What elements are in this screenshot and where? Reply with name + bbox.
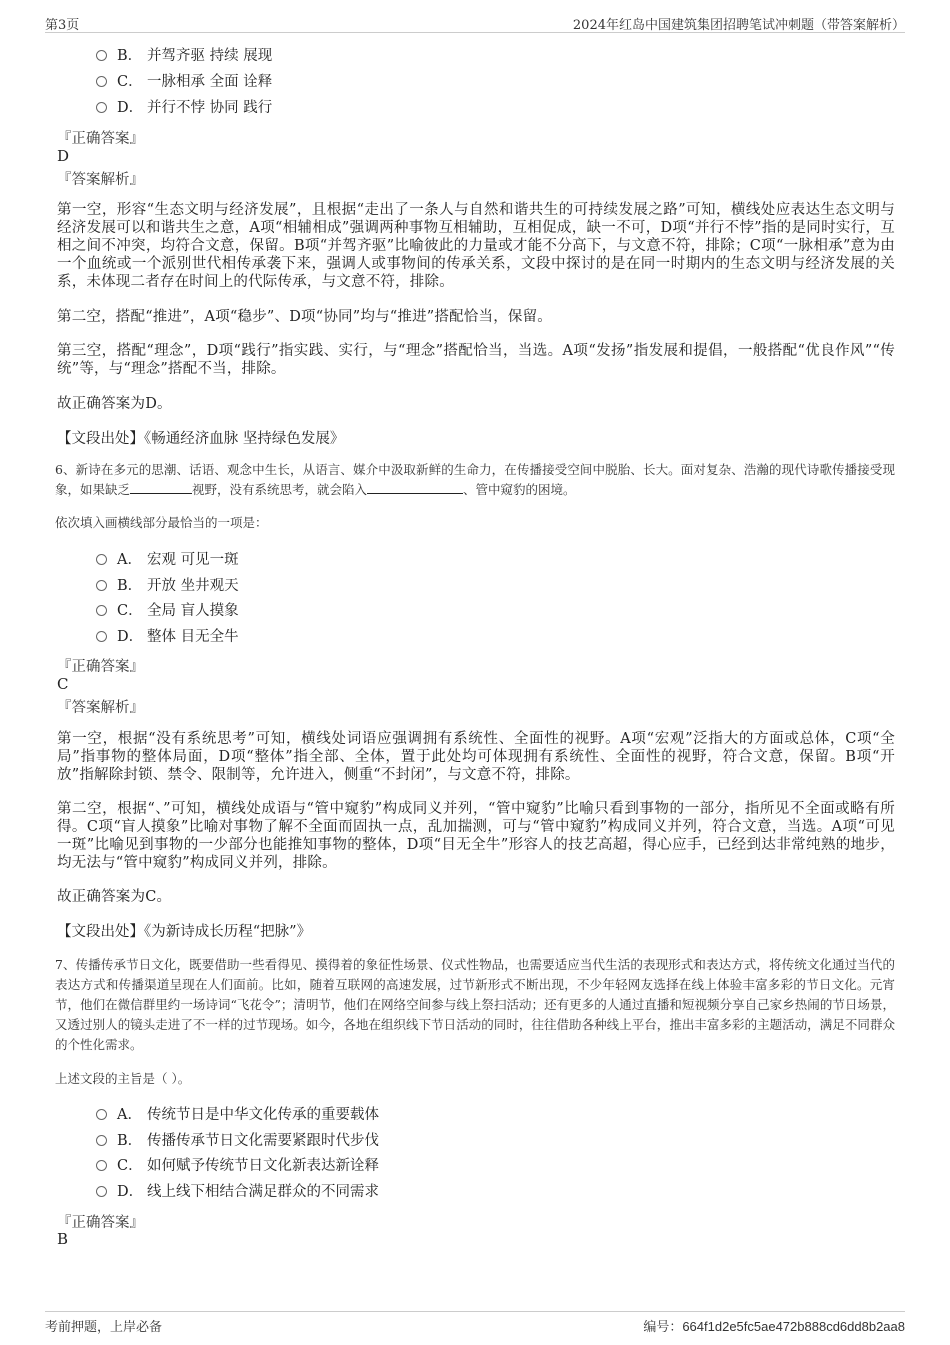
page-number: 第3页 xyxy=(45,18,80,33)
q7-question-text: 7、传播传承节日文化，既要借助一些看得见、摸得着的象征性场景、仪式性物品，也需要适应当代生活的表现形式和表达方式，将传统文化通过当代的表达方式和传播渠道呈现在人们面前。比如，随着互联网的高速发展，过节新形式不断出现，不少年轻网友选择在线上体验丰富多彩的节日文化。元宵节，他们在微信群里约一场诗词“飞花令”；清明节，他们在网络空间参与线上祭扫活动；还有更多的人通过直播和短视频分享自己家乡热闹的节日场景，又透过别人的镜头走进了不一样的过节现场。如今，各地在组织线下节日活动的同时，往往借助各种线上平台，推出丰富多彩的主题活动，满足不同群众的个性化需求。 xyxy=(55,957,895,1052)
q6-analysis-paragraph-3: 故正确答案为C。 xyxy=(57,889,172,905)
q7-option-c[interactable]: C． 如何赋予传统节日文化新表达新诠释 xyxy=(96,1156,379,1176)
q6-source: 【文段出处】《为新诗成长历程“把脉”》 xyxy=(57,924,312,940)
page-header xyxy=(45,14,905,33)
q7-option-a[interactable]: A． 传统节日是中华文化传承的重要载体 xyxy=(96,1105,379,1125)
q6-answer: C xyxy=(57,675,69,693)
radio-icon[interactable] xyxy=(96,1160,107,1171)
q6-blank-1 xyxy=(130,481,192,494)
radio-icon[interactable] xyxy=(96,102,107,113)
q5-analysis-label: 『答案解析』 xyxy=(57,172,144,188)
q6-option-d[interactable]: D． 整体 目无全牛 xyxy=(96,627,239,647)
q6-prompt: 依次填入画横线部分最恰当的一项是： xyxy=(55,515,268,530)
q6-answer-label: 『正确答案』 xyxy=(57,659,144,675)
radio-icon[interactable] xyxy=(96,1109,107,1120)
radio-icon[interactable] xyxy=(96,76,107,87)
q7-option-b[interactable]: B． 传播传承节日文化需要紧跟时代步伐 xyxy=(96,1131,379,1151)
radio-icon[interactable] xyxy=(96,1186,107,1197)
q6-option-c[interactable]: C． 全局 盲人摸象 xyxy=(96,601,239,621)
q6-analysis-label: 『答案解析』 xyxy=(57,700,144,716)
q5-option-b[interactable]: B． 并驾齐驱 持续 展现 xyxy=(96,46,272,66)
footer-code: 编号：664f1d2e5fc5ae472b888cd6dd8b2aa8 xyxy=(643,1319,905,1335)
q6-analysis-paragraph-1: 第一空，根据“没有系统思考”可知，横线处词语应强调拥有系统性、全面性的视野。A项“宏观”泛指大的方面或总体，C项“全局”指事物的整体局面，D项“整体”指全部、全体，置于此处均可体现拥有系统性、全面性的视野，符合文意，保留。B项“开放”指解除封锁、禁令、限制等，允许进入，侧重“不封闭”，与文意不符，排除。 xyxy=(57,731,895,783)
radio-icon[interactable] xyxy=(96,1135,107,1146)
document-title: 2024年红岛中国建筑集团招聘笔试冲刺题（带答案解析） xyxy=(572,18,905,33)
q7-answer-label: 『正确答案』 xyxy=(57,1215,144,1231)
q7-answer: B xyxy=(57,1230,69,1248)
q5-option-c[interactable]: C． 一脉相承 全面 诠释 xyxy=(96,72,272,92)
radio-icon[interactable] xyxy=(96,631,107,642)
radio-icon[interactable] xyxy=(96,580,107,591)
q5-source: 【文段出处】《畅通经济血脉 坚持绿色发展》 xyxy=(57,431,345,447)
q5-analysis-paragraph-1: 第一空，形容“生态文明与经济发展”，且根据“走出了一条人与自然和谐共生的可持续发展之路”可知，横线处应表达生态文明与经济发展可以和谐共生之意，A项“相辅相成”强调两种事物互相辅助，互相促成，缺一不可，D项“并行不悖”指的是同时实行，互相之间不冲突，均符合文意，保留。B项“并驾齐驱”比喻彼此的力量或才能不分高下，与文意不符，排除；C项“一脉相承”意为由一个血统或一个派别世代相传承袭下来，强调人或事物间的传承关系，文段中探讨的是在同一时期内的生态文明与经济发展的关系，未体现二者存在时间上的代际传承，与文意不符，排除。 xyxy=(57,202,895,290)
q6-blank-2 xyxy=(367,481,463,494)
q7-prompt: 上述文段的主旨是（ ）。 xyxy=(55,1071,191,1086)
q6-analysis-paragraph-2: 第二空，根据“、”可知，横线处成语与“管中窥豹”构成同义并列，“管中窥豹”比喻只看到事物的一部分，指所见不全面或略有所得。C项“盲人摸象”比喻对事物了解不全面而固执一点，乱加揣测，可与“管中窥豹”构成同义并列，符合文意，当选。A项“可见一斑”比喻见到事物的一少部分也能推知事物的整体，D项“目无全牛”形容人的技艺高超，得心应手，已经到达非常纯熟的地步，均无法与“管中窥豹”构成同义并列，排除。 xyxy=(57,801,895,871)
radio-icon[interactable] xyxy=(96,50,107,61)
radio-icon[interactable] xyxy=(96,554,107,565)
page-footer xyxy=(45,1311,905,1334)
footer-slogan: 考前押题，上岸必备 xyxy=(45,1320,163,1335)
radio-icon[interactable] xyxy=(96,605,107,616)
q5-option-d[interactable]: D． 并行不悖 协同 践行 xyxy=(96,98,272,118)
q7-option-d[interactable]: D． 线上线下相结合满足群众的不同需求 xyxy=(96,1182,379,1202)
q5-analysis-paragraph-4: 故正确答案为D。 xyxy=(57,396,172,412)
q6-option-b[interactable]: B． 开放 坐井观天 xyxy=(96,576,239,596)
q5-answer-label: 『正确答案』 xyxy=(57,131,144,147)
q5-answer: D xyxy=(57,147,70,165)
q6-option-a[interactable]: A． 宏观 可见一斑 xyxy=(96,550,239,570)
q5-analysis-paragraph-3: 第三空，搭配“理念”，D项“践行”指实践、实行，与“理念”搭配恰当，当选。A项“发扬”指发展和提倡，一般搭配“优良作风”“传统”等，与“理念”搭配不当，排除。 xyxy=(57,343,895,377)
q6-question-text: 6、新诗在多元的思潮、话语、观念中生长，从语言、媒介中汲取新鲜的生命力，在传播接受空间中脱胎、长大。面对复杂、浩瀚的现代诗歌传播接受现象，如果缺乏 视野，没有系统思考，就会陷入 、管中窥豹的困境。 xyxy=(55,462,895,497)
q5-analysis-paragraph-2: 第二空，搭配“推进”，A项“稳步”、D项“协同”均与“推进”搭配恰当，保留。 xyxy=(57,309,552,325)
